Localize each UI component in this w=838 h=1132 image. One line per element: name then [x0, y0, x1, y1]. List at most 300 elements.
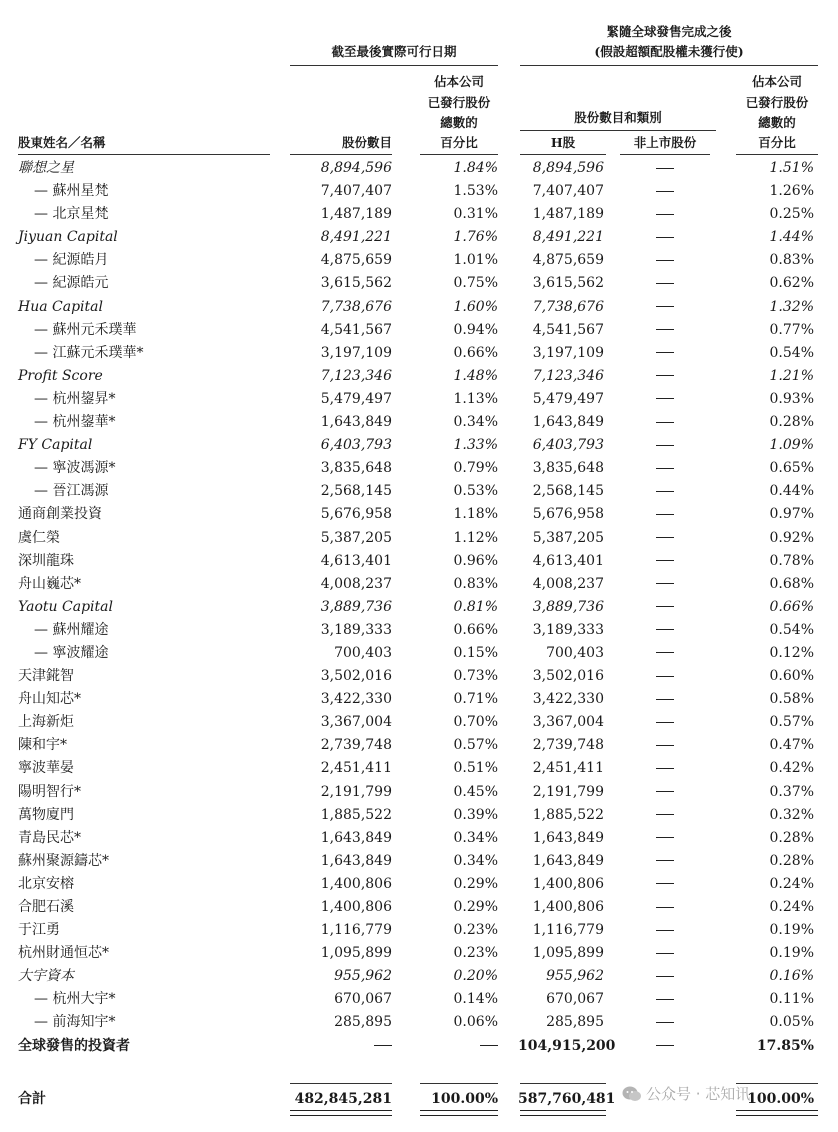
post-offering-percent: 0.11% [769, 991, 814, 1008]
table-row [0, 1011, 838, 1034]
shares-count: 5,479,497 [320, 390, 392, 407]
post-offering-percent: 0.16% [769, 968, 814, 985]
nil-dash [374, 1045, 392, 1046]
post-offering-percent: 0.32% [769, 806, 814, 823]
shares-percent: 0.96% [453, 552, 498, 569]
table-row [0, 688, 838, 711]
table-row [0, 411, 838, 434]
totals-pct2: 100.00% [747, 1091, 814, 1107]
post-offering-percent: 0.93% [769, 390, 814, 407]
h-shares-count: 2,191,799 [532, 783, 604, 800]
shares-count: 3,835,648 [320, 460, 392, 477]
post-offering-percent: 0.19% [769, 945, 814, 962]
totals-label: 合計 [18, 1091, 46, 1107]
h-shares-count: 3,422,330 [532, 691, 604, 708]
nil-dash [656, 999, 674, 1000]
totals-h-shares: 587,760,481 [518, 1091, 616, 1107]
unlisted-shares [620, 734, 710, 757]
table-row [0, 596, 838, 619]
shares-count: 3,422,330 [320, 691, 392, 708]
shares-percent: 0.94% [453, 321, 498, 338]
post-offering-percent: 0.54% [769, 344, 814, 361]
holder-name: 于江勇 [18, 922, 60, 939]
shares-percent: 0.06% [453, 1014, 498, 1031]
shares-percent: 0.20% [453, 968, 498, 985]
holder-name: 虞仁榮 [18, 529, 60, 546]
header-pct1-line4: 百分比 [440, 135, 478, 150]
shares-percent: 0.70% [453, 714, 498, 731]
holder-name: — 寧波馮源* [34, 460, 116, 477]
h-shares-count: 3,889,736 [532, 598, 604, 615]
unlisted-shares [620, 988, 710, 1011]
holder-name: — 前海知宇* [34, 1014, 116, 1031]
holder-name: Jiyuan Capital [18, 229, 118, 246]
holder-name: — 寧波耀途 [34, 644, 109, 661]
shares-percent: 0.79% [453, 460, 498, 477]
unlisted-shares [620, 342, 710, 365]
shares-count: 4,541,567 [320, 321, 392, 338]
unlisted-shares [620, 1035, 710, 1058]
table-row [0, 319, 838, 342]
nil-dash [656, 883, 674, 884]
nil-dash [656, 214, 674, 215]
header-pct2-line3: 總數的 [758, 115, 796, 130]
table-row [0, 434, 838, 457]
h-shares-count: 1,885,522 [532, 806, 604, 823]
holder-name: 蘇州聚源鑄芯* [18, 852, 109, 869]
holder-name: 全球發售的投資者 [18, 1037, 130, 1054]
shares-count: 5,387,205 [320, 529, 392, 546]
holder-name: — 北京星梵 [34, 206, 109, 223]
shares-percent: 1.13% [453, 390, 498, 407]
h-shares-count: 3,189,333 [532, 621, 604, 638]
h-shares-count: 2,568,145 [532, 483, 604, 500]
nil-dash [656, 930, 674, 931]
h-shares-count: 2,451,411 [532, 760, 604, 777]
nil-dash [656, 768, 674, 769]
holder-name: 陳和宇* [18, 737, 67, 754]
post-offering-percent: 0.37% [769, 783, 814, 800]
nil-dash [656, 375, 674, 376]
nil-dash [656, 791, 674, 792]
table-row [0, 457, 838, 480]
h-shares-count: 1,095,899 [532, 945, 604, 962]
holder-name: Yaotu Capital [18, 598, 113, 615]
post-offering-percent: 0.05% [769, 1014, 814, 1031]
unlisted-shares [620, 457, 710, 480]
shares-percent: 0.71% [453, 691, 498, 708]
nil-dash [656, 953, 674, 954]
holder-name: 天津錵智 [18, 668, 74, 685]
h-shares-count: 5,479,497 [532, 390, 604, 407]
shares-percent: 0.75% [453, 275, 498, 292]
table-row [0, 734, 838, 757]
h-shares-count: 5,676,958 [532, 506, 604, 523]
unlisted-shares [620, 365, 710, 388]
nil-dash [656, 745, 674, 746]
shares-percent: 1.01% [453, 252, 498, 269]
shares-count: 1,095,899 [320, 945, 392, 962]
table-row [0, 226, 838, 249]
holder-name: — 紀源皓元 [34, 275, 109, 292]
nil-dash [656, 837, 674, 838]
nil-dash [656, 699, 674, 700]
nil-dash [656, 976, 674, 977]
shares-percent: 0.15% [453, 644, 498, 661]
shares-count: 8,894,596 [320, 160, 392, 176]
unlisted-shares [620, 642, 710, 665]
holder-name: 北京安榕 [18, 875, 74, 892]
shares-percent: 1.84% [453, 160, 498, 176]
h-shares-count: 1,116,779 [532, 922, 604, 939]
h-shares-count: 8,894,596 [532, 160, 604, 176]
table-row [0, 1035, 838, 1058]
table-row [0, 249, 838, 272]
header-pct1-line3: 總數的 [440, 115, 478, 130]
table-row [0, 965, 838, 988]
post-offering-percent: 0.28% [769, 852, 814, 869]
post-offering-percent: 0.42% [769, 760, 814, 777]
table-row [0, 550, 838, 573]
header-unlisted: 非上市股份 [633, 135, 697, 150]
shares-count: 955,962 [334, 968, 392, 985]
unlisted-shares [620, 411, 710, 434]
post-offering-percent: 0.24% [769, 875, 814, 892]
post-offering-percent: 0.44% [769, 483, 814, 500]
unlisted-shares [620, 503, 710, 526]
unlisted-shares [620, 203, 710, 226]
table-row [0, 365, 838, 388]
nil-dash [656, 652, 674, 653]
table-row [0, 781, 838, 804]
holder-name: 合肥石溪 [18, 899, 74, 915]
post-offering-percent: 1.44% [769, 229, 814, 246]
header-bottom-rule-unlisted [620, 154, 710, 155]
post-offering-percent: 1.21% [769, 367, 814, 384]
post-offering-percent: 0.54% [769, 621, 814, 638]
h-shares-count: 4,875,659 [532, 252, 604, 269]
holder-name: FY Capital [18, 437, 93, 454]
h-shares-count: 1,643,849 [532, 414, 604, 431]
post-offering-percent: 0.58% [769, 691, 814, 708]
nil-dash [656, 283, 674, 284]
watermark [622, 1083, 750, 1104]
totals-shares: 482,845,281 [294, 1091, 392, 1107]
table-row [0, 896, 838, 919]
table-row [0, 757, 838, 780]
nil-dash [656, 398, 674, 399]
header-bottom-rule-h [520, 154, 606, 155]
h-shares-count: 3,367,004 [532, 714, 604, 731]
h-shares-count: 4,613,401 [532, 552, 604, 569]
nil-dash [656, 537, 674, 538]
h-shares-count: 104,915,200 [518, 1037, 616, 1054]
holder-name: 陽明智行* [18, 783, 81, 800]
totals-top-rule-pct1 [420, 1083, 498, 1084]
shares-count: 3,889,736 [320, 598, 392, 615]
table-row [0, 342, 838, 365]
table-row [0, 850, 838, 873]
shares-count: 1,400,806 [320, 875, 392, 892]
h-shares-count: 700,403 [546, 644, 604, 661]
header-rule-shares-class [520, 130, 716, 131]
shares-percent: 0.81% [453, 598, 498, 615]
header-bottom-rule-pct2 [736, 154, 818, 155]
shares-percent: 0.34% [453, 829, 498, 846]
table-row [0, 827, 838, 850]
totals-double-rule-h [520, 1110, 606, 1116]
watermark-text: 公众号 · 芯知讯 [646, 1085, 751, 1103]
unlisted-shares [620, 619, 710, 642]
header-group-right-line1: 緊隨全球發售完成之後 [606, 24, 732, 39]
header-pct2-line2: 已發行股份 [745, 95, 809, 110]
post-offering-percent: 0.97% [769, 506, 814, 523]
post-offering-percent: 0.60% [769, 668, 814, 685]
header-rule-right [520, 65, 818, 66]
post-offering-percent: 1.51% [769, 160, 814, 176]
shares-count: 1,487,189 [320, 206, 392, 223]
header-pct2-line1: 佔本公司 [751, 74, 802, 89]
unlisted-shares [620, 711, 710, 734]
header-pct1-line2: 已發行股份 [427, 95, 491, 110]
unlisted-shares [620, 665, 710, 688]
post-offering-percent: 1.26% [769, 183, 814, 200]
nil-dash [656, 514, 674, 515]
nil-dash [656, 629, 674, 630]
post-offering-percent: 0.62% [769, 275, 814, 292]
shares-count: 2,191,799 [320, 783, 392, 800]
h-shares-count: 2,739,748 [532, 737, 604, 754]
shares-count: 1,643,849 [320, 829, 392, 846]
shares-count: 7,407,407 [320, 183, 392, 200]
nil-dash [656, 1022, 674, 1023]
totals-double-rule-pct2 [736, 1110, 818, 1116]
shares-count: 4,875,659 [320, 252, 392, 269]
h-shares-count: 7,123,346 [532, 367, 604, 384]
shares-count: 700,403 [334, 644, 392, 661]
unlisted-shares [620, 873, 710, 896]
holder-name: 舟山知芯* [18, 691, 81, 708]
holder-name: — 蘇州元禾璞華 [34, 321, 137, 338]
shares-percent: 1.76% [453, 229, 498, 246]
post-offering-percent: 0.65% [769, 460, 814, 477]
holder-name: 萬物廈門 [18, 806, 74, 823]
header-bottom-rule-shares [290, 154, 392, 155]
unlisted-shares [620, 249, 710, 272]
shares-count: 4,613,401 [320, 552, 392, 569]
shares-percent: 0.66% [453, 344, 498, 361]
unlisted-shares [620, 550, 710, 573]
h-shares-count: 670,067 [546, 991, 604, 1008]
shares-percent: 0.14% [453, 991, 498, 1008]
post-offering-percent: 0.19% [769, 922, 814, 939]
shares-percent: 0.83% [453, 575, 498, 592]
table-row [0, 157, 838, 180]
holder-name: — 杭州大宇* [34, 991, 116, 1008]
h-shares-count: 3,835,648 [532, 460, 604, 477]
unlisted-shares [620, 480, 710, 503]
nil-dash [656, 722, 674, 723]
post-offering-percent: 0.47% [769, 737, 814, 754]
table-row [0, 873, 838, 896]
holder-name: — 蘇州星梵 [34, 183, 109, 200]
table-row [0, 942, 838, 965]
shares-percent: 0.34% [453, 852, 498, 869]
nil-dash [656, 583, 674, 584]
totals-double-rule-pct1 [420, 1110, 498, 1116]
unlisted-shares [620, 296, 710, 319]
post-offering-percent: 0.78% [769, 552, 814, 569]
unlisted-shares [620, 827, 710, 850]
table-row [0, 665, 838, 688]
holder-name: 舟山巍芯* [18, 575, 81, 592]
post-offering-percent: 0.57% [769, 714, 814, 731]
unlisted-shares [620, 573, 710, 596]
table-row [0, 619, 838, 642]
post-offering-percent: 0.92% [769, 529, 814, 546]
shares-count: 3,367,004 [320, 714, 392, 731]
holder-name: 寧波華晏 [18, 760, 74, 777]
shares-percent: 1.33% [453, 437, 498, 454]
unlisted-shares [620, 804, 710, 827]
shares-count: 1,885,522 [320, 806, 392, 823]
shareholding-table-body [0, 157, 838, 1058]
h-shares-count: 5,387,205 [532, 529, 604, 546]
holder-name: Hua Capital [18, 298, 103, 315]
header-group-left: 截至最後實際可行日期 [331, 44, 457, 59]
shares-percent: 0.23% [453, 922, 498, 939]
nil-dash [656, 191, 674, 192]
totals-top-rule-shares [290, 1083, 392, 1084]
holder-name: 深圳龍珠 [18, 552, 74, 569]
shares-count: 1,643,849 [320, 852, 392, 869]
shares-count [290, 1035, 392, 1058]
table-row [0, 180, 838, 203]
unlisted-shares [620, 596, 710, 619]
holder-name: — 蘇州耀途 [34, 621, 109, 638]
holder-name: 通商創業投資 [18, 506, 102, 523]
holder-name: — 杭州鋆華* [34, 414, 116, 431]
unlisted-shares [620, 1011, 710, 1034]
holder-name: 青島民芯* [18, 829, 81, 846]
shares-percent: 0.23% [453, 945, 498, 962]
table-row [0, 919, 838, 942]
header-h-shares: H股 [550, 135, 576, 150]
unlisted-shares [620, 896, 710, 919]
table-row [0, 480, 838, 503]
unlisted-shares [620, 180, 710, 203]
table-row [0, 272, 838, 295]
table-row [0, 988, 838, 1011]
shares-count: 1,400,806 [320, 899, 392, 915]
nil-dash [656, 814, 674, 815]
post-offering-percent: 17.85% [756, 1037, 814, 1054]
holder-name: 上海新炬 [18, 714, 74, 731]
shares-percent: 0.31% [453, 206, 498, 223]
table-row [0, 503, 838, 526]
nil-dash [656, 352, 674, 353]
shares-count: 2,739,748 [320, 737, 392, 754]
nil-dash [480, 1045, 498, 1046]
table-row [0, 203, 838, 226]
h-shares-count: 8,491,221 [532, 229, 604, 246]
shares-count: 3,197,109 [320, 344, 392, 361]
header-rule-left [290, 65, 498, 66]
header-pct2-line4: 百分比 [758, 135, 796, 150]
post-offering-percent: 0.28% [769, 829, 814, 846]
holder-name: — 江蘇元禾璞華* [34, 344, 144, 361]
h-shares-count: 955,962 [546, 968, 604, 985]
shares-percent: 1.60% [453, 298, 498, 315]
nil-dash [656, 306, 674, 307]
shares-count: 2,451,411 [320, 760, 392, 777]
holder-name: 杭州財通恒芯* [18, 945, 109, 962]
totals-pct1: 100.00% [431, 1091, 498, 1107]
shares-percent: 1.12% [453, 529, 498, 546]
nil-dash [656, 676, 674, 677]
header-shares-class: 股份數目和類別 [574, 110, 662, 125]
post-offering-percent: 0.24% [769, 899, 814, 915]
unlisted-shares [620, 965, 710, 988]
header-group-right-line2: (假設超額配股權未獲行使) [594, 44, 744, 59]
nil-dash [656, 560, 674, 561]
header-pct1-line1: 佔本公司 [433, 74, 484, 89]
nil-dash [656, 606, 674, 607]
h-shares-count: 4,541,567 [532, 321, 604, 338]
h-shares-count: 1,643,849 [532, 829, 604, 846]
shares-percent: 0.57% [453, 737, 498, 754]
shares-percent: 0.45% [453, 783, 498, 800]
shares-count: 3,615,562 [320, 275, 392, 292]
post-offering-percent: 1.32% [769, 298, 814, 315]
unlisted-shares [620, 942, 710, 965]
shares-count: 670,067 [334, 991, 392, 1008]
header-holder: 股東姓名／名稱 [18, 135, 106, 150]
nil-dash [656, 329, 674, 330]
nil-dash [656, 491, 674, 492]
h-shares-count: 3,502,016 [532, 668, 604, 685]
shares-count: 3,502,016 [320, 668, 392, 685]
header-bottom-rule-pct1 [420, 154, 498, 155]
unlisted-shares [620, 757, 710, 780]
nil-dash [656, 860, 674, 861]
h-shares-count: 1,487,189 [532, 206, 604, 223]
shares-percent [420, 1035, 498, 1058]
nil-dash [656, 422, 674, 423]
nil-dash [656, 907, 674, 908]
totals-top-rule-h [520, 1083, 606, 1084]
shares-percent: 0.29% [453, 899, 498, 915]
shares-count: 4,008,237 [320, 575, 392, 592]
unlisted-shares [620, 434, 710, 457]
unlisted-shares [620, 527, 710, 550]
unlisted-shares [620, 781, 710, 804]
shares-percent: 0.39% [453, 806, 498, 823]
shares-count: 3,189,333 [320, 621, 392, 638]
h-shares-count: 3,615,562 [532, 275, 604, 292]
post-offering-percent: 0.83% [769, 252, 814, 269]
h-shares-count: 1,643,849 [532, 852, 604, 869]
shares-count: 2,568,145 [320, 483, 392, 500]
h-shares-count: 3,197,109 [532, 344, 604, 361]
shares-count: 1,116,779 [320, 922, 392, 939]
h-shares-count: 1,400,806 [532, 875, 604, 892]
nil-dash [656, 168, 674, 169]
header-bottom-rule-name [18, 154, 270, 155]
h-shares-count: 4,008,237 [532, 575, 604, 592]
shares-count: 1,643,849 [320, 414, 392, 431]
table-row [0, 804, 838, 827]
